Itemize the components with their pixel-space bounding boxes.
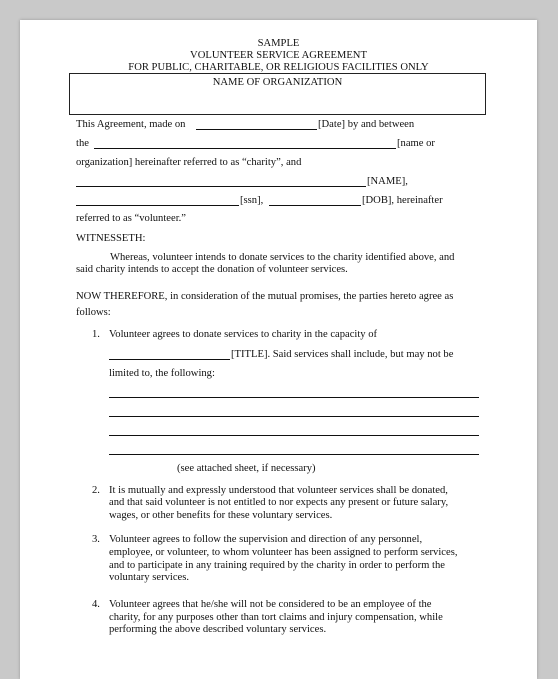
item-3-line-3: and to participate in any training required by the charity in order to perform the — [109, 560, 445, 571]
title-blank[interactable] — [109, 359, 230, 360]
services-blank-line[interactable] — [109, 397, 479, 398]
intro-line-1a: This Agreement, made on — [76, 119, 186, 130]
item-1-number: 1. — [92, 329, 100, 340]
item-1-line-1: Volunteer agrees to donate services to charity in the capacity of — [109, 329, 378, 340]
document-subtitle: FOR PUBLIC, CHARITABLE, OR RELIGIOUS FACILITIES ONLY — [128, 62, 429, 73]
intro-line-4: [NAME], — [367, 176, 408, 187]
item-4-line-1: Volunteer agrees that he/she will not be considered to be an employee of the — [109, 599, 432, 610]
witnesseth-heading: WITNESSETH: — [76, 233, 146, 244]
volunteer-name-blank[interactable] — [76, 186, 366, 187]
sample-label: SAMPLE — [257, 38, 300, 49]
intro-line-2a: the — [76, 138, 89, 149]
dob-blank[interactable] — [269, 205, 361, 206]
item-4-line-2: charity, for any purposes other than tort claims and injury compensation, while — [109, 612, 443, 623]
whereas-line-2: said charity intends to accept the donation of volunteer services. — [76, 264, 348, 275]
date-blank[interactable] — [196, 129, 317, 130]
item-4-number: 4. — [92, 599, 100, 610]
intro-line-2b: [name or — [397, 138, 435, 149]
item-2-line-1: It is mutually and expressly understood that volunteer services shall be donated, — [109, 485, 448, 496]
services-blank-line[interactable] — [109, 454, 479, 455]
item-1-note: (see attached sheet, if necessary) — [177, 463, 316, 474]
item-1-line-3: limited to, the following: — [109, 368, 215, 379]
services-blank-line[interactable] — [109, 416, 479, 417]
now-therefore-line-1: NOW THEREFORE, in consideration of the mutual promises, the parties hereto agree as — [76, 291, 454, 302]
intro-line-3: organization] hereinafter referred to as “charity”, and — [76, 157, 302, 168]
services-blank-line[interactable] — [109, 435, 479, 436]
item-3-line-4: voluntary services. — [109, 572, 190, 583]
item-3-number: 3. — [92, 534, 100, 545]
item-2-line-3: wages, or other benefits for these voluntary services. — [109, 510, 333, 521]
organization-name-label: NAME OF ORGANIZATION — [212, 77, 343, 88]
item-4-line-3: performing the above described voluntary services. — [109, 624, 327, 635]
intro-line-1b: [Date] by and between — [318, 119, 415, 130]
document-title: VOLUNTEER SERVICE AGREEMENT — [190, 50, 367, 61]
document-page — [20, 20, 537, 679]
item-2-line-2: and that said volunteer is not entitled to nor expects any present or future salary, — [109, 497, 449, 508]
intro-line-5a: [ssn], — [240, 195, 264, 206]
ssn-blank[interactable] — [76, 205, 239, 206]
intro-line-6: referred to as “volunteer.” — [76, 213, 186, 224]
item-1-line-2: [TITLE]. Said services shall include, but may not be — [231, 349, 454, 360]
now-therefore-line-2: follows: — [76, 307, 111, 318]
whereas-line-1: Whereas, volunteer intends to donate services to the charity identified above, and — [110, 252, 455, 263]
item-3-line-1: Volunteer agrees to follow the supervision and direction of any personnel, — [109, 534, 423, 545]
intro-line-5b: [DOB], hereinafter — [362, 195, 443, 206]
item-3-line-2: employee, or volunteer, to whom volunteer has been assigned to perform services, — [109, 547, 458, 558]
organization-blank[interactable] — [94, 148, 396, 149]
item-2-number: 2. — [92, 485, 100, 496]
